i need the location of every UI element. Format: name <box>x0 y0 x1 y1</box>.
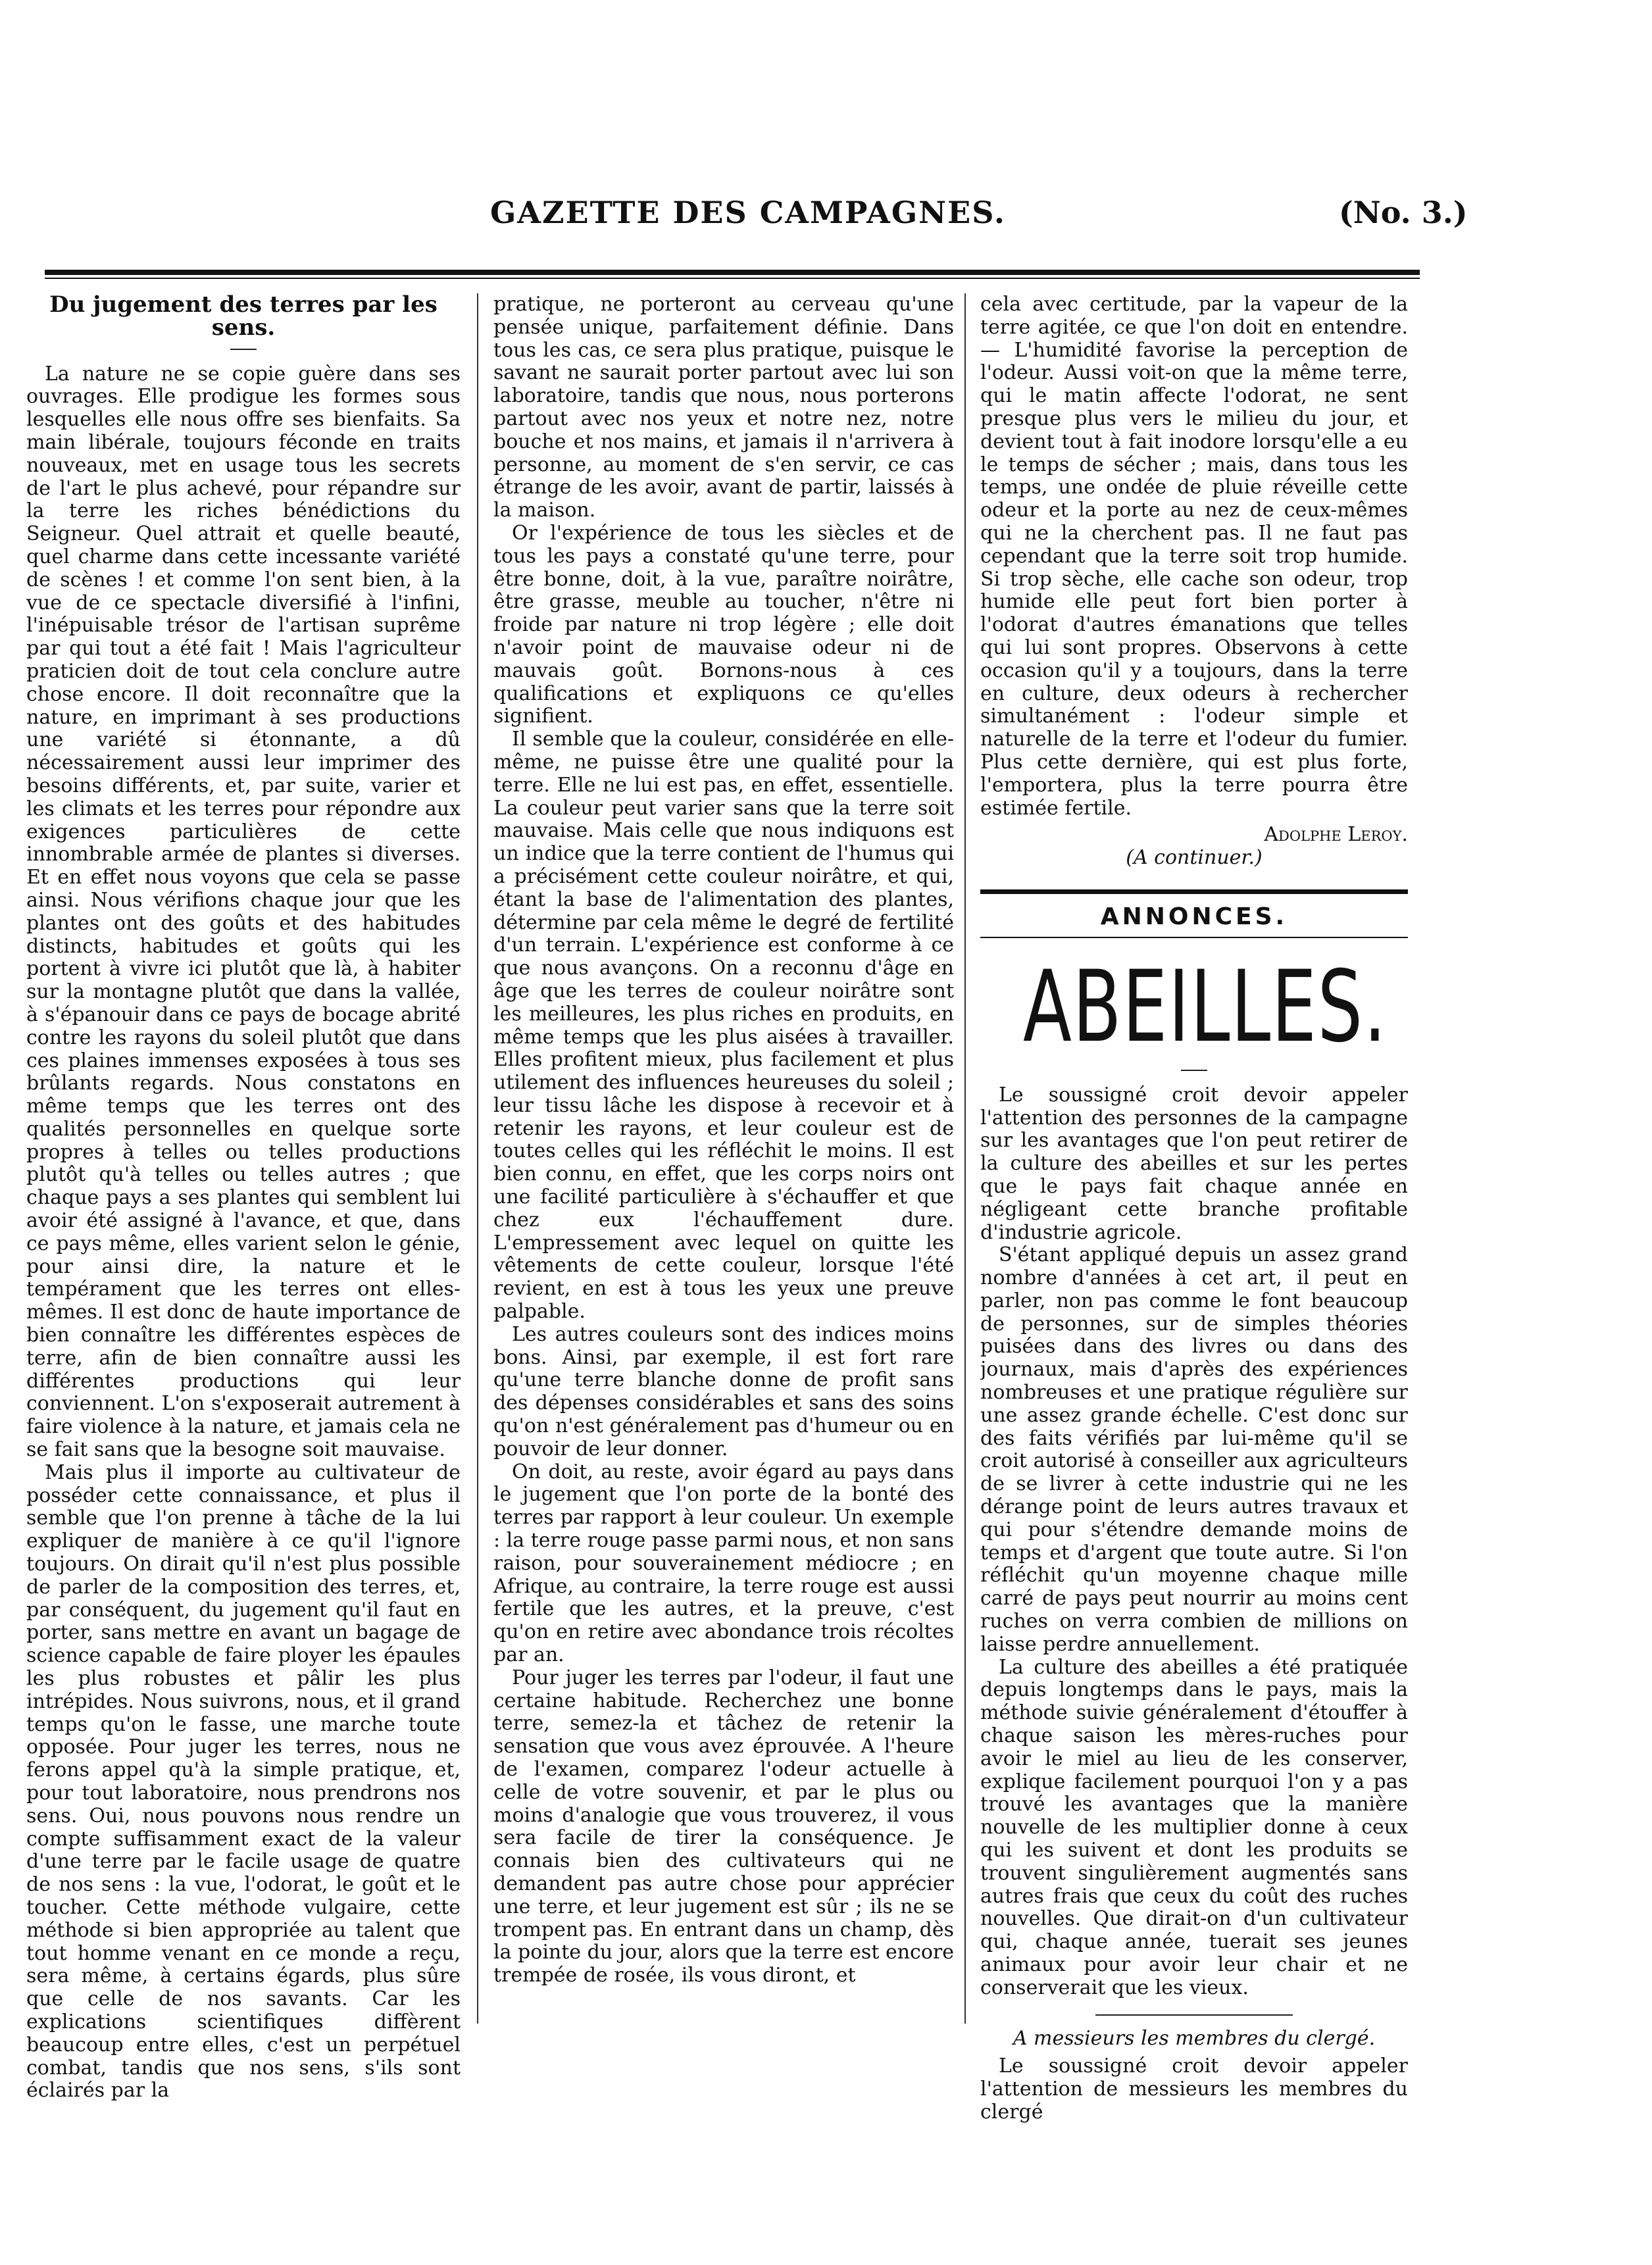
issue-number: (No. 3.) <box>1339 195 1468 230</box>
article-paragraph: cela avec certitude, par la vapeur de la terre agitée, ce que l'on doit en entendre. — L'humidité favorise la perception de l'odeur. Aussi voit-on que la même terre, qui le matin affecte l'odorat, ne sent presque plus vers le milieu du jour, et devient tout à fait inodore lorsqu'elle a eu le temps de sécher ; mais, dans tous les temps, une ondée de pluie réveille cette odeur et la porte au nez de ceux-mêmes qui ne la cherchent pas. Il ne faut pas cependant que la terre soit trop humide. Si trop sèche, elle cache son odeur, trop humide elle peut fort bien porter à l'odorat d'autres émanations que telles qui lui sont propres. Observons à cette occasion qu'il y a toujours, dans la terre en culture, deux odeurs à rechercher simultanément : l'odeur simple et naturelle de la terre et l'odeur du fumier. Plus cette dernière, qui est plus forte, l'emportera, plus la terre pourra être estimée fertile. <box>980 293 1408 820</box>
clergy-paragraph: Le soussigné croit devoir appeler l'attention de messieurs les membres du clergé <box>980 2054 1408 2124</box>
ad-separator <box>1181 1070 1207 1071</box>
article-column-1 <box>26 293 461 2103</box>
ad-title: ABEILLES. <box>1023 949 1388 1064</box>
page-header-title: GAZETTE DES CAMPAGNES. <box>490 195 1006 230</box>
headline-separator <box>230 349 257 350</box>
continue-note: (A continuer.) <box>1126 846 1263 870</box>
ad-paragraph: Le soussigné croit devoir appeler l'attention des personnes de la campagne sur les avantages que l'on peut retirer de la culture des abeilles et sur les pertes que le pays fait chaque année en négligeant cette branche profitable d'industrie agricole. <box>980 1083 1408 1244</box>
announcements-header <box>980 889 1408 938</box>
ad-paragraph: S'étant appliqué depuis un assez grand nombre d'années à cet art, il peut en parler, non pas comme le font beaucoup de personnes, sur de simples théories puisées dans des livres ou dans des journaux, mais d'après des expériences nombreuses et une pratique régulière sur une assez grande échelle. C'est donc sur des faits vérifiés par lui-même qu'il se croit autorisé à conseiller aux agriculteurs de se livrer à cette industrie qui ne les dérange point de leurs autres travaux et qui pour s'étendre demande moins de temps et d'argent que toute autre. Si l'on réfléchit qu'un moyenne chaque mille carré de pays peut nourrir au moins cent ruches on verra combien de millions on laisse perdre annuellement. <box>980 1243 1408 1656</box>
article-paragraph: On doit, au reste, avoir égard au pays dans le jugement que l'on porte de la bonté des terres par rapport à leur couleur. Un exemple : la terre rouge passe parmi nous, et non sans raison, pour souverainement médiocre ; en Afrique, au contraire, la terre rouge est aussi fertile que les autres, et la preuve, c'est qu'on en retire avec abondance trois récoltes par an. <box>493 1460 954 1667</box>
header-rule-thin <box>45 278 1420 279</box>
article-paragraph: La nature ne se copie guère dans ses ouvrages. Elle prodigue les formes sous lesquelles elle nous offre ses bienfaits. Sa main libérale, toujours féconde en traits nouveaux, met en usage tous les secrets de l'art le plus achevé, pour répandre sur la terre les riches bénédictions du Seigneur. Quel attrait et quelle beauté, quel charme dans cette incessante variété de scènes ! et comme l'on sent bien, à la vue de ce spectacle diversifié à l'infini, l'inépuisable trésor de l'artisan suprême par qui tout a été fait ! Mais l'agriculteur praticien doit de tout cela conclure autre chose encore. Il doit reconnaître que la nature, en imprimant à ses productions une variété si étonnante, a dû nécessairement aussi leur imprimer des besoins différents, et, par suite, varier et les climats et les terres pour répondre aux exigences particulières de cette innombrable armée de plantes si diverses. Et en effet nous voyons que cela se passe ainsi. Nous vérifions chaque jour que les plantes ont des goûts et des habitudes distincts, habitudes et goûts qui les portent à vivre ici plutôt que là, à habiter sur la montagne plutôt que dans la vallée, à s'épanouir dans ce pays de bocage abrité contre les rayons du soleil plutôt que dans ces plaines immenses exposées à tous ses brûlants regards. Nous constatons en même temps que les terres ont des qualités personnelles en quelque sorte propres à telles ou telles productions plutôt qu'à telles ou telles autres ; que chaque pays a ses plantes qui semblent lui avoir été assigné à l'avance, et que, dans ce pays même, elles varient selon le génie, pour ainsi dire, la nature et le tempérament que les terres ont elles-mêmes. Il est donc de haute importance de bien connaître les différentes espèces de terre, afin de bien connaître aussi les différentes productions qui leur conviennent. L'on s'exposerait autrement à faire violence à la nature, et jamais cela ne se fait sans que la besogne soit mauvaise. <box>26 362 461 1462</box>
column-divider <box>477 293 478 2024</box>
column-divider <box>964 293 966 2024</box>
clergy-heading: A messieurs les membres du clergé. <box>1013 2026 1376 2050</box>
section-separator <box>1095 2014 1293 2016</box>
article-column-3 <box>980 293 1408 2124</box>
article-paragraph: Or l'expérience de tous les siècles et de tous les pays a constaté qu'une terre, pour être bonne, doit, à la vue, paraître noirâtre, être grasse, meuble au toucher, n'être ni froide par nature ni trop légère ; elle doit n'avoir point de mauvaise odeur ni de mauvais goût. Bornons-nous à ces qualifications et expliquons ce qu'elles signifient. <box>493 521 954 728</box>
article-paragraph: Pour juger les terres par l'odeur, il faut une certaine habitude. Recherchez une bonne terre, semez-la et tâchez de retenir la sensation que vous avez éprouvée. A l'heure de l'examen, comparez l'odeur actuelle à celle de votre souvenir, et par le plus ou moins d'analogie que vous trouverez, il vous sera facile de tirer la conséquence. Je connais bien des cultivateurs qui ne demandent pas autre chose pour apprécier une terre, et leur jugement est sûr ; ils ne se trompent pas. En entrant dans un champ, dès la pointe du jour, alors que la terre est encore trempée de rosée, ils vous diront, et <box>493 1666 954 1987</box>
article-column-2 <box>493 293 954 1987</box>
article-paragraph: Il semble que la couleur, considérée en elle-même, ne puisse être une qualité pour la terre. Elle ne lui est pas, en effet, essentielle. La couleur peut varier sans que la terre soit mauvaise. Mais celle que nous indiquons est un indice que la terre contient de l'humus qui a précisément cette couleur noirâtre, et qui, étant la base de l'alimentation des plantes, détermine par cela même le degré de fertilité d'un terrain. L'expérience est conforme à ce que nous avançons. On a reconnu d'âge en âge que les terres de couleur noirâtre sont les meilleures, les plus riches en produits, en même temps que les plus aisées à travailler. Elles profitent mieux, plus facilement et plus utilement des influences heureuses du soleil ; leur tissu lâche les dispose à recevoir et à retenir les rayons, et leur couleur est de toutes celles qui les réfléchit le moins. Il est bien connu, en effet, que les corps noirs ont une facilité particulière à s'échauffer et que chez eux l'échauffement dure. L'empressement avec lequel on quitte les vêtements de cette couleur, lorsque l'été revient, en est à tous les yeux une preuve palpable. <box>493 728 954 1324</box>
article-paragraph: Les autres couleurs sont des indices moins bons. Ainsi, par exemple, il est fort rare qu'une terre blanche donne de profit sans des dépenses considérables et sans des soins qu'on n'est généralement pas d'humeur ou en pouvoir de leur donner. <box>493 1322 954 1460</box>
header-rule-thick <box>45 270 1420 275</box>
article-paragraph: Mais plus il importe au cultivateur de posséder cette connaissance, et plus il semble que l'on prenne à tâche de la lui expliquer de manière à ce qu'il l'ignore toujours. On dirait qu'il n'est plus possible de parler de la composition des terres, et, par conséquent, du jugement qu'il faut en porter, sans mettre en avant un bagage de science capable de faire ployer les épaules les plus robustes et pâlir les plus intrépides. Nous suivrons, nous, et il grand temps qu'on le fasse, une marche toute opposée. Pour juger les terres, nous ne ferons appel qu'à la simple pratique, et, pour tout laboratoire, nous prendrons nos sens. Oui, nous pouvons nous rendre un compte suffisamment exact de la valeur d'une terre par le facile usage de quatre de nos sens : la vue, l'odorat, le goût et le toucher. Cette méthode vulgaire, cette méthode si bien appropriée au talent que tout homme venant en ce monde a reçu, sera même, à certains égards, plus sûre que celle de nos savants. Car les explications scientifiques diffèrent beaucoup entre elles, c'est un perpétuel combat, tandis que nos sens, s'ils sont éclairés par la <box>26 1460 461 2103</box>
author-signature: Adolphe Leroy. <box>1264 823 1408 847</box>
announcements-title: ANNONCES. <box>1100 903 1288 930</box>
article-headline: Du jugement des terres par les sens. <box>49 293 438 341</box>
ad-paragraph: La culture des abeilles a été pratiquée depuis longtemps dans le pays, mais la méthode suivie généralement d'étouffer à chaque saison les mères-ruches pour avoir le miel au lieu de les conserver, explique facilement pourquoi l'on y a pas trouvé les avantages que la manière nouvelle de les multiplier donne à ceux qui les suivent et dont les produits se trouvent singulièrement augmentés sans autres frais que ceux du coût des ruches nouvelles. Que dirait-on d'un cultivateur qui, chaque année, tuerait ses jeunes animaux pour avoir leur chair et ne conserverait que les vieux. <box>980 1655 1408 1999</box>
article-paragraph: pratique, ne porteront au cerveau qu'une pensée unique, parfaitement définie. Dans tous les cas, ce sera plus pratique, puisque le savant ne saurait porter partout avec lui son laboratoire, tandis que nous, nous porterons partout avec nos yeux et notre nez, notre bouche et nos mains, et jamais il n'arrivera à personne, au moment de s'en servir, ce cas étrange de les avoir, avant de partir, laissés à la maison. <box>493 293 954 522</box>
